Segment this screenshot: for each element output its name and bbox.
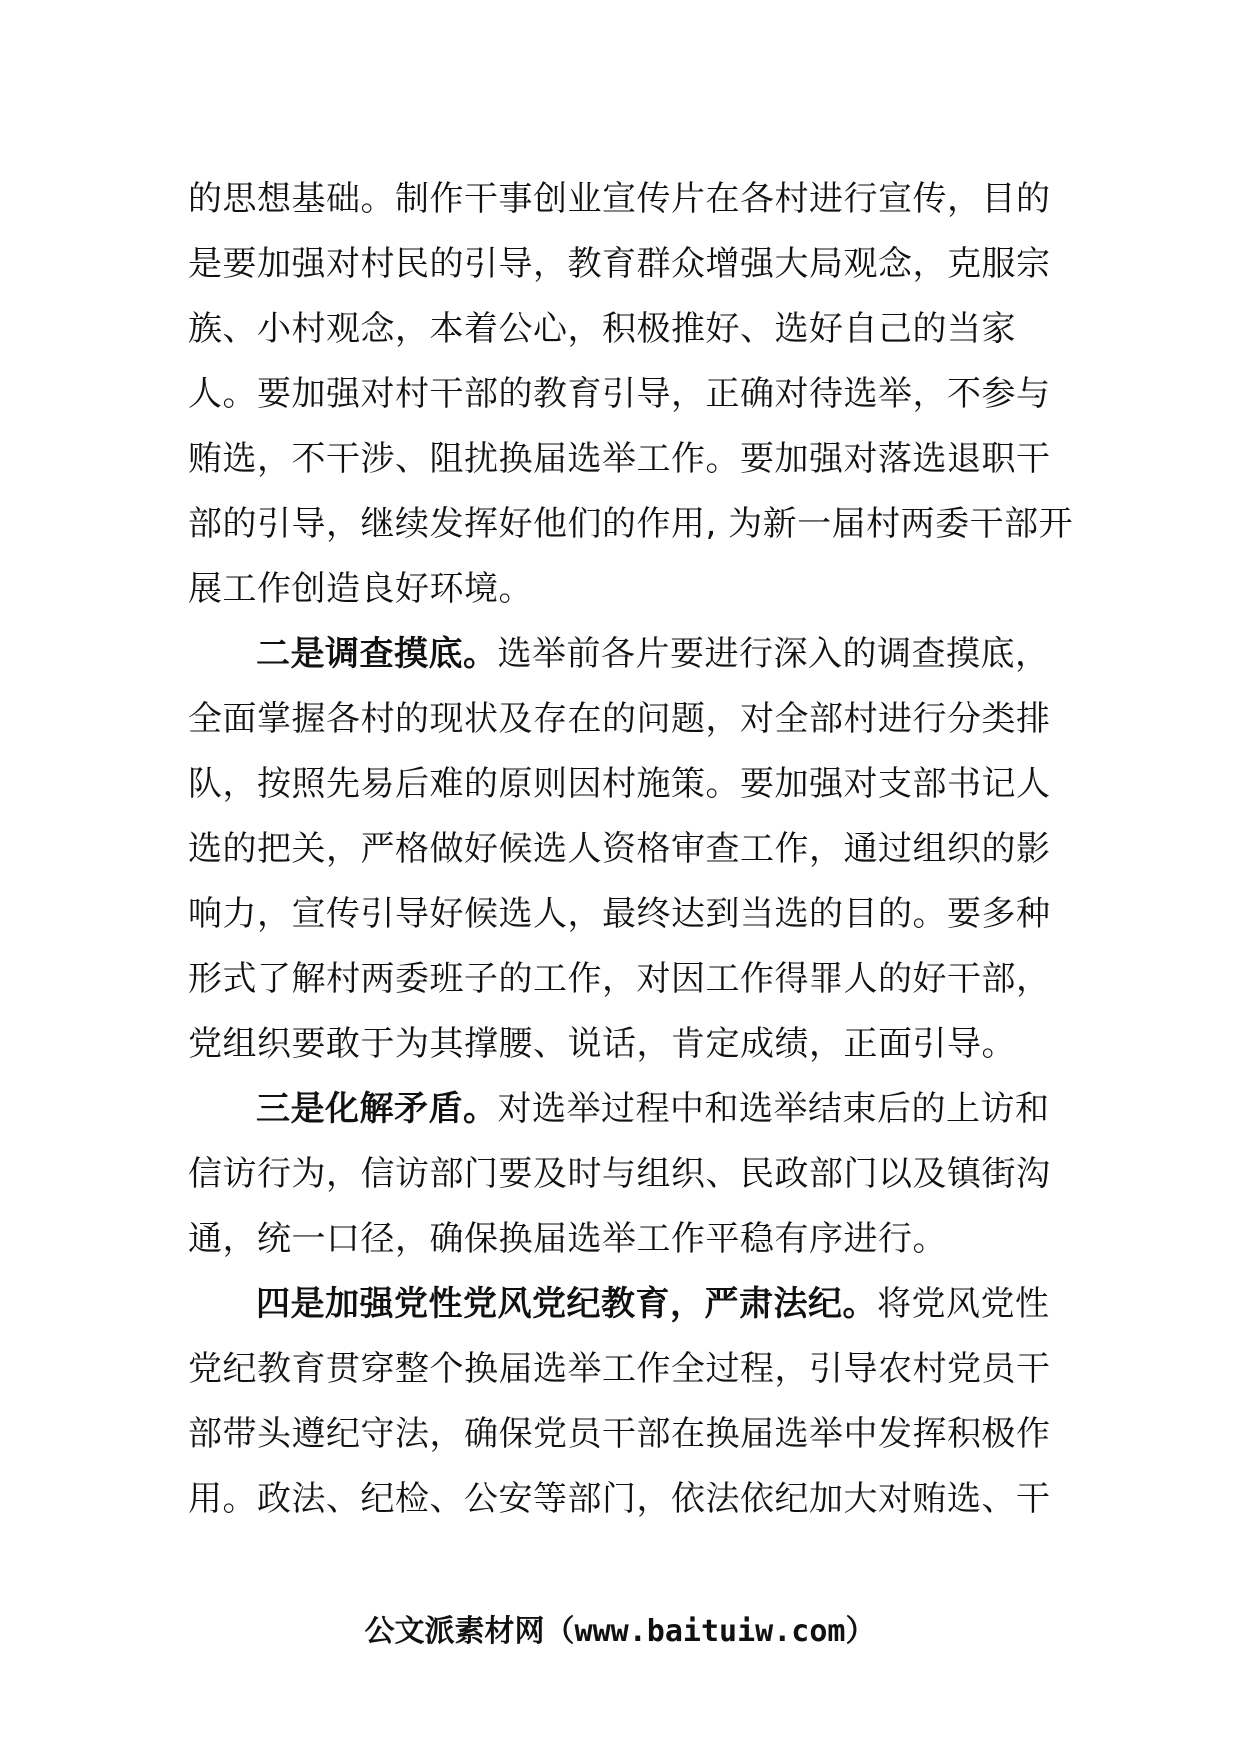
document-body xyxy=(188,167,1074,1532)
paragraph-line: 形式了解村两委班子的工作，对因工作得罪人的好干部， xyxy=(188,959,1051,999)
footer-url: www.baituiw.com xyxy=(574,1614,846,1649)
section-2-first-line xyxy=(188,622,1058,687)
footer-open-paren: （ xyxy=(544,1614,575,1649)
section-4-first-line xyxy=(188,1272,1058,1337)
paragraph-line: 信访行为，信访部门要及时与组织、民政部门以及镇街沟 xyxy=(188,1154,1051,1194)
section-4-text: 将党风党性 xyxy=(877,1284,1050,1324)
section-2-text: 选举前各片要进行深入的调查摸底， xyxy=(497,634,1050,674)
paragraph-line: 选的把关，严格做好候选人资格审查工作，通过组织的影 xyxy=(188,829,1051,869)
section-2-lead: 二是调查摸底。 xyxy=(256,634,498,674)
paragraph-line: 部的引导，继续发挥好他们的作用, 为新一届村两委干部开 xyxy=(188,504,1074,544)
paragraph-line: 展工作创造良好环境。 xyxy=(188,569,533,609)
paragraph-line: 队，按照先易后难的原则因村施策。要加强对支部书记人 xyxy=(188,764,1051,804)
section-3-first-line xyxy=(188,1077,1058,1142)
paragraph-line: 党纪教育贯穿整个换届选举工作全过程，引导农村党员干 xyxy=(188,1349,1051,1389)
paragraph-line: 通，统一口径，确保换届选举工作平稳有序进行。 xyxy=(188,1219,947,1259)
paragraph-line: 人。要加强对村干部的教育引导，正确对待选举，不参与 xyxy=(188,374,1051,414)
page-footer xyxy=(0,1612,1240,1652)
paragraph-line: 部带头遵纪守法，确保党员干部在换届选举中发挥积极作 xyxy=(188,1414,1051,1454)
footer-close-paren: ） xyxy=(845,1614,876,1649)
paragraph-line: 贿选，不干涉、阻扰换届选举工作。要加强对落选退职干 xyxy=(188,439,1051,479)
section-4-lead: 四是加强党性党风党纪教育，严肃法纪。 xyxy=(256,1284,877,1324)
section-3-lead: 三是化解矛盾。 xyxy=(256,1089,498,1129)
paragraph-line: 响力，宣传引导好候选人，最终达到当选的目的。要多种 xyxy=(188,894,1051,934)
paragraph-line: 用。政法、纪检、公安等部门，依法依纪加大对贿选、干 xyxy=(188,1479,1051,1519)
paragraph-line: 党组织要敢于为其撑腰、说话，肯定成绩，正面引导。 xyxy=(188,1024,1016,1064)
paragraph-line: 是要加强对村民的引导，教育群众增强大局观念，克服宗 xyxy=(188,244,1051,284)
footer-site-name: 公文派素材网 xyxy=(364,1614,545,1649)
paragraph-line: 族、小村观念，本着公心，积极推好、选好自己的当家 xyxy=(188,309,1016,349)
paragraph-line: 的思想基础。制作干事创业宣传片在各村进行宣传，目的 xyxy=(188,179,1051,219)
section-3-text: 对选举过程中和选举结束后的上访和 xyxy=(497,1089,1050,1129)
paragraph-line: 全面掌握各村的现状及存在的问题，对全部村进行分类排 xyxy=(188,699,1051,739)
